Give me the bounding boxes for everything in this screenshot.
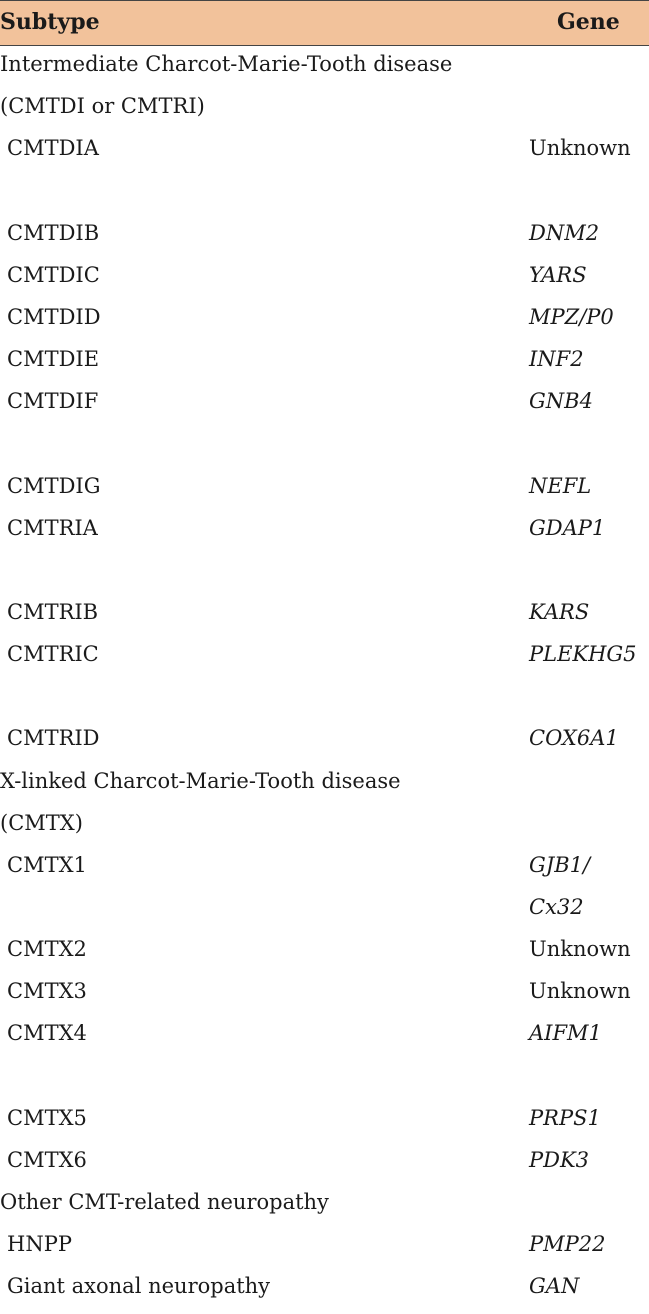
table-row	[0, 470, 649, 512]
gene-cell: GJB1/	[529, 852, 591, 877]
group-label: Other CMT-related neuropathy	[0, 1190, 329, 1215]
gene-cell: AIFM1	[529, 1021, 602, 1046]
table-row	[0, 1270, 649, 1312]
table-row	[0, 722, 649, 764]
gene-cell: Unknown	[529, 136, 631, 161]
group-label: Intermediate Charcot-Marie-Tooth disease	[0, 52, 453, 76]
table-row	[0, 343, 649, 385]
table-row	[0, 512, 649, 554]
subtype-cell: CMTDIA	[7, 136, 99, 161]
table-row	[0, 1102, 649, 1144]
subtype-cell: CMTX5	[7, 1105, 87, 1130]
group-header-row	[0, 765, 649, 807]
gene-cell: PLEKHG5	[529, 642, 637, 667]
subtype-cell: CMTRID	[7, 726, 100, 751]
table-row	[0, 891, 649, 933]
group-header-row	[0, 48, 649, 90]
subtype-column-header: Subtype	[0, 9, 100, 35]
subtype-cell: CMTX4	[7, 1021, 87, 1046]
table-row	[0, 1228, 649, 1270]
gene-cell: DNM2	[529, 220, 600, 245]
table-row	[0, 933, 649, 975]
table-row	[0, 174, 649, 216]
subtype-cell: CMTX1	[7, 852, 87, 877]
gene-cell: NEFL	[529, 473, 592, 498]
gene-cell: COX6A1	[529, 726, 619, 751]
gene-cell: INF2	[529, 347, 584, 372]
table-row	[0, 638, 649, 680]
table-row	[0, 975, 649, 1017]
subtype-cell: CMTRIB	[7, 599, 99, 624]
group-header-row	[0, 807, 649, 849]
subtype-cell: CMTDIC	[7, 262, 100, 287]
table-row	[0, 554, 649, 596]
gene-cell: KARS	[529, 599, 590, 624]
gene-cell: Unknown	[529, 937, 631, 962]
subtype-cell: CMTX3	[7, 979, 87, 1004]
subtype-cell: CMTDIE	[7, 347, 100, 372]
subtype-cell: CMTDID	[7, 304, 101, 329]
table-row	[0, 427, 649, 469]
table-row	[0, 385, 649, 427]
table-row	[0, 1017, 649, 1059]
table-row	[0, 680, 649, 722]
subtype-cell: CMTDIF	[7, 389, 99, 414]
table-row	[0, 259, 649, 301]
group-header-row	[0, 90, 649, 132]
table-row	[0, 1060, 649, 1102]
subtype-cell: CMTX2	[7, 937, 87, 962]
subtype-cell: CMTDIG	[7, 473, 101, 498]
gene-cell: PMP22	[529, 1232, 606, 1257]
gene-cell: PDK3	[529, 1147, 590, 1172]
gene-cell: PRPS1	[529, 1105, 601, 1130]
table-row	[0, 849, 649, 891]
gene-cell: Unknown	[529, 979, 631, 1004]
table-row	[0, 596, 649, 638]
group-header-row	[0, 1186, 649, 1228]
group-label: X-linked Charcot-Marie-Tooth disease	[0, 768, 401, 793]
table-row	[0, 1144, 649, 1186]
gene-cell: YARS	[529, 262, 587, 287]
subtype-cell: CMTRIA	[7, 515, 98, 540]
table-row	[0, 217, 649, 259]
subtype-cell: CMTX6	[7, 1147, 87, 1172]
gene-column-header: Gene	[557, 9, 620, 35]
gene-cell: MPZ/P0	[529, 304, 614, 329]
gene-cell: GNB4	[529, 389, 593, 414]
table-row	[0, 301, 649, 343]
subtype-cell: CMTRIC	[7, 642, 99, 667]
table-header	[0, 0, 649, 46]
group-label: (CMTX)	[0, 810, 83, 835]
gene-cell: GAN	[529, 1274, 580, 1299]
group-label: (CMTDI or CMTRI)	[0, 94, 205, 119]
subtype-cell: HNPP	[7, 1232, 72, 1257]
gene-cell: GDAP1	[529, 515, 606, 540]
subtype-cell: CMTDIB	[7, 220, 100, 245]
table-row	[0, 132, 649, 174]
gene-cell: Cx32	[529, 895, 584, 919]
subtype-cell: Giant axonal neuropathy	[7, 1274, 271, 1299]
